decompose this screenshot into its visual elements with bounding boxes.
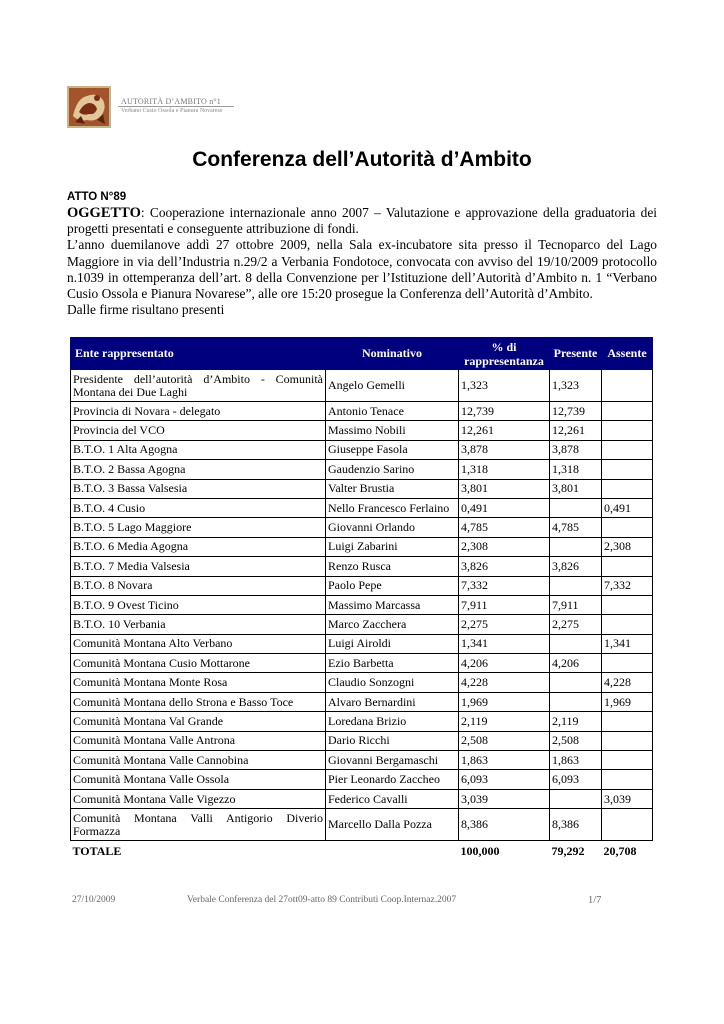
cell-percentuale: 3,878 [459,440,550,459]
signatures-note: Dalle firme risultano presenti [67,302,225,318]
table-row [71,460,653,479]
cell-presente: 2,508 [550,731,602,750]
cell-presente: 1,863 [550,751,602,770]
table-row [71,770,653,789]
cell-presente: 6,093 [550,770,602,789]
authority-logo [67,86,111,128]
cell-ente: Comunità Montana Alto Verbano [71,634,326,653]
subject-label: OGGETTO [67,205,141,221]
header-divider [118,106,234,107]
cell-percentuale: 4,206 [459,654,550,673]
cell-ente: B.T.O. 9 Ovest Ticino [71,595,326,614]
table-row [71,421,653,440]
cell-percentuale: 6,093 [459,770,550,789]
document-body [67,205,657,318]
cell-assente [602,518,653,537]
cell-presente: 8,386 [550,809,602,841]
cell-assente [602,595,653,614]
cell-presente [550,789,602,808]
cell-nominativo: Alvaro Bernardini [326,692,459,711]
cell-assente [602,654,653,673]
cell-assente [602,402,653,421]
cell-ente: B.T.O. 4 Cusio [71,498,326,517]
cell-assente [602,421,653,440]
table-row [71,751,653,770]
cell-assente [602,479,653,498]
intro-paragraph: L’anno duemilanove addì 27 ottobre 2009, nella Sala ex-incubatore sita presso il Tecnoparco del Lago Maggiore in via dell’Industria n.29/2 a Verbania Fondotoce, convocata con avviso del 19/10/2009 protocollo n.1039 in ottemperanza dell’art. 8 della Convenzione per l’Istituzione dell’Autorità d’Ambito n. 1 “Verbano Cusio Ossola e Pianura Novarese”, alle ore 15:20 prosegue la Conferenza dell’Autorità d’Ambito. [67,237,657,302]
table-row [71,440,653,459]
cell-ente: Provincia di Novara - delegato [71,402,326,421]
attendance-table [70,337,653,861]
cell-nominativo: Federico Cavalli [326,789,459,808]
footer-document-name: Verbale Conferenza del 27ott09-atto 89 Contributi Coop.Internaz.2007 [187,895,457,905]
cell-ente: Comunità Montana dello Strona e Basso Toce [71,692,326,711]
cell-assente [602,370,653,402]
cell-nominativo: Loredana Brizio [326,712,459,731]
table-row [71,479,653,498]
cell-nominativo: Massimo Nobili [326,421,459,440]
cell-percentuale: 7,911 [459,595,550,614]
cell-presente [550,692,602,711]
cell-percentuale: 1,341 [459,634,550,653]
cell-assente [602,440,653,459]
cell-presente [550,673,602,692]
cell-presente [550,537,602,556]
header-presente: Presente [550,338,602,370]
cell-percentuale: 7,332 [459,576,550,595]
cell-percentuale: 12,261 [459,421,550,440]
cell-assente [602,712,653,731]
cell-ente: Provincia del VCO [71,421,326,440]
header-organization: AUTORITÀ D’AMBITO n°1 [121,97,221,106]
cell-presente: 4,785 [550,518,602,537]
cell-percentuale: 1,323 [459,370,550,402]
cell-percentuale: 4,785 [459,518,550,537]
cell-percentuale: 0,491 [459,498,550,517]
cell-presente: 3,878 [550,440,602,459]
table-row [71,557,653,576]
cell-ente: Comunità Montana Cusio Mottarone [71,654,326,673]
cell-ente: Comunità Montana Valle Ossola [71,770,326,789]
cell-nominativo: Luigi Zabarini [326,537,459,556]
cell-assente: 3,039 [602,789,653,808]
cell-presente: 3,801 [550,479,602,498]
cell-presente: 7,911 [550,595,602,614]
table-row [71,498,653,517]
cell-percentuale: 1,318 [459,460,550,479]
cell-nominativo: Marco Zacchera [326,615,459,634]
cell-presente: 1,323 [550,370,602,402]
cell-percentuale: 3,801 [459,479,550,498]
cell-ente: Comunità Montana Val Grande [71,712,326,731]
cell-nominativo: Valter Brustia [326,479,459,498]
cell-percentuale: 12,739 [459,402,550,421]
cell-nominativo: Pier Leonardo Zaccheo [326,770,459,789]
cell-assente: 0,491 [602,498,653,517]
table-row [71,615,653,634]
total-empty [326,841,459,862]
document-title: Conferenza dell’Autorità d’Ambito [192,148,532,171]
cell-ente: B.T.O. 3 Bassa Valsesia [71,479,326,498]
cell-nominativo: Paolo Pepe [326,576,459,595]
table-row [71,537,653,556]
cell-nominativo: Massimo Marcassa [326,595,459,614]
cell-nominativo: Marcello Dalla Pozza [326,809,459,841]
table-row [71,595,653,614]
cell-ente: Comunità Montana Valle Cannobina [71,751,326,770]
header-percentuale: % di rappresentanza [459,338,550,370]
table-row [71,809,653,841]
cell-nominativo: Giovanni Bergamaschi [326,751,459,770]
cell-assente: 7,332 [602,576,653,595]
cell-nominativo: Giuseppe Fasola [326,440,459,459]
cell-presente: 12,261 [550,421,602,440]
cell-presente [550,634,602,653]
total-row [71,841,653,862]
cell-ente: B.T.O. 5 Lago Maggiore [71,518,326,537]
cell-ente: Comunità Montana Valli Antigorio Diverio Formazza [71,809,326,841]
cell-percentuale: 1,863 [459,751,550,770]
cell-nominativo: Renzo Rusca [326,557,459,576]
table-row [71,518,653,537]
header-nominativo: Nominativo [326,338,459,370]
header-subtitle: Verbano Cusio Ossola e Pianura Novarese [121,108,223,114]
cell-presente: 3,826 [550,557,602,576]
cell-presente: 2,275 [550,615,602,634]
cell-assente [602,809,653,841]
cell-assente [602,460,653,479]
cell-percentuale: 2,308 [459,537,550,556]
cell-percentuale: 2,508 [459,731,550,750]
cell-nominativo: Claudio Sonzogni [326,673,459,692]
cell-ente: Comunità Montana Valle Antrona [71,731,326,750]
cell-ente: B.T.O. 8 Novara [71,576,326,595]
cell-nominativo: Gaudenzio Sarino [326,460,459,479]
cell-presente: 12,739 [550,402,602,421]
cell-percentuale: 3,826 [459,557,550,576]
total-assente: 20,708 [603,843,637,858]
cell-nominativo: Dario Ricchi [326,731,459,750]
table-row [71,673,653,692]
table-row [71,370,653,402]
cell-presente [550,576,602,595]
table-row [71,576,653,595]
cell-nominativo: Angelo Gemelli [326,370,459,402]
cell-assente: 4,228 [602,673,653,692]
table-row [71,692,653,711]
cell-nominativo: Ezio Barbetta [326,654,459,673]
table-row [71,789,653,808]
cell-assente [602,770,653,789]
total-label: TOTALE [72,843,122,858]
header-assente: Assente [602,338,653,370]
table-row [71,731,653,750]
cell-ente: B.T.O. 7 Media Valsesia [71,557,326,576]
cell-presente [550,498,602,517]
footer-date: 27/10/2009 [72,895,116,905]
total-presente: 79,292 [551,843,585,858]
subject-paragraph [67,205,657,237]
cell-ente: Comunità Montana Valle Vigezzo [71,789,326,808]
cell-percentuale: 8,386 [459,809,550,841]
cell-ente: Presidente dell’autorità d’Ambito - Comunità Montana dei Due Laghi [71,370,326,402]
cell-ente: B.T.O. 2 Bassa Agogna [71,460,326,479]
cell-percentuale: 3,039 [459,789,550,808]
cell-nominativo: Luigi Airoldi [326,634,459,653]
act-number: ATTO N°89 [67,191,127,203]
cell-assente [602,751,653,770]
cell-nominativo: Antonio Tenace [326,402,459,421]
table-row [71,654,653,673]
cell-assente: 1,341 [602,634,653,653]
cell-percentuale: 2,275 [459,615,550,634]
cell-assente [602,615,653,634]
table-row [71,402,653,421]
cell-nominativo: Giovanni Orlando [326,518,459,537]
table-row [71,634,653,653]
cell-assente: 1,969 [602,692,653,711]
cell-presente: 2,119 [550,712,602,731]
cell-ente: B.T.O. 10 Verbania [71,615,326,634]
header-ente: Ente rappresentato [71,338,326,370]
table-row [71,712,653,731]
subject-text: : Cooperazione internazionale anno 2007 – Valutazione e approvazione della graduatoria dei progetti presentati e conseguente attribuzione di fondi. [67,205,657,237]
cell-ente: Comunità Montana Monte Rosa [71,673,326,692]
cell-assente [602,731,653,750]
table-header-row [71,338,653,370]
cell-presente: 4,206 [550,654,602,673]
cell-percentuale: 1,969 [459,692,550,711]
cell-percentuale: 2,119 [459,712,550,731]
cell-ente: B.T.O. 6 Media Agogna [71,537,326,556]
cell-assente [602,557,653,576]
cell-nominativo: Nello Francesco Ferlaino [326,498,459,517]
total-percentuale: 100,000 [460,843,500,858]
footer-page-number: 1/7 [588,895,602,906]
cell-presente: 1,318 [550,460,602,479]
cell-percentuale: 4,228 [459,673,550,692]
cell-assente: 2,308 [602,537,653,556]
cell-ente: B.T.O. 1 Alta Agogna [71,440,326,459]
